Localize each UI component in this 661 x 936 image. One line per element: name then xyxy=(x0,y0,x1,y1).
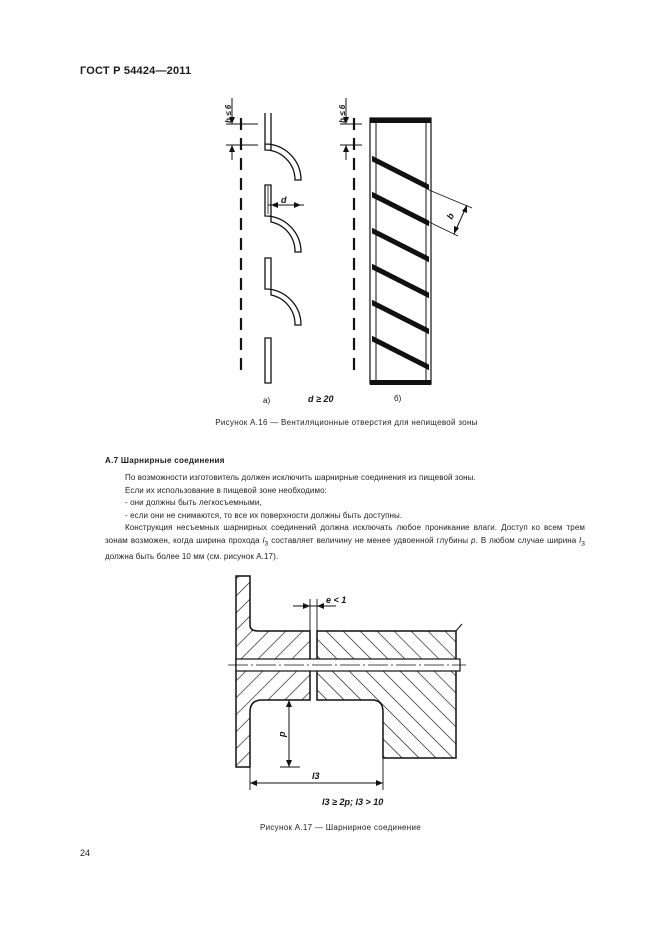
figure-a16-label-b-right: b ≤ 6 xyxy=(338,104,347,123)
paragraph-1: По возможности изготовитель должен исключить шарнирные соединения из пищевой зоны. xyxy=(125,473,476,482)
section-body xyxy=(105,472,585,563)
figure-a17-label-p: p xyxy=(277,731,287,737)
figure-a16-drawing xyxy=(0,0,661,420)
figure-a16-caption: Рисунок А.16 — Вентиляционные отверстия для непищевой зоны xyxy=(215,418,478,427)
figure-a17-label-l3: l3 xyxy=(312,771,320,781)
figure-a16-sub-a: а) xyxy=(263,396,271,405)
bullet-2: - если они не снимаются, то все их поверхности должны быть доступны. xyxy=(125,510,403,520)
figure-a16-sub-b: б) xyxy=(394,394,402,403)
figure-a17-condition: l3 ≥ 2p; l3 > 10 xyxy=(322,797,384,807)
paragraph-3: Конструкция несъемных шарнирных соединений должна исключать любое проникание влаги. Доступ ко всем трем зонам возможен, когда ширина прохода $l_3$ составляет величину не менее удвоенной глубины p. В любом случае ширина $l_3$ должна быть более 10 мм (см. рисунок А.17). xyxy=(105,523,585,561)
page-number: 24 xyxy=(80,848,91,858)
paragraph-2: Если их использование в пищевой зоне необходимо: xyxy=(125,485,327,495)
figure-a16-label-b-slot: b xyxy=(444,211,457,221)
section-title: А.7 Шарнирные соединения xyxy=(105,456,225,465)
figure-a16-label-d: d xyxy=(281,195,287,205)
figure-a16-label-b-left: b ≤ 6 xyxy=(224,104,233,123)
figure-a17-drawing xyxy=(0,560,661,815)
figure-a17-label-e: e < 1 xyxy=(326,595,347,605)
figure-a16-condition: d ≥ 20 xyxy=(308,394,334,404)
document-header: ГОСТ Р 54424—2011 xyxy=(80,65,192,77)
bullet-1: - они должны быть легкосъемными, xyxy=(125,498,262,507)
figure-a17-caption: Рисунок А.17 — Шарнирное соединение xyxy=(259,823,422,832)
